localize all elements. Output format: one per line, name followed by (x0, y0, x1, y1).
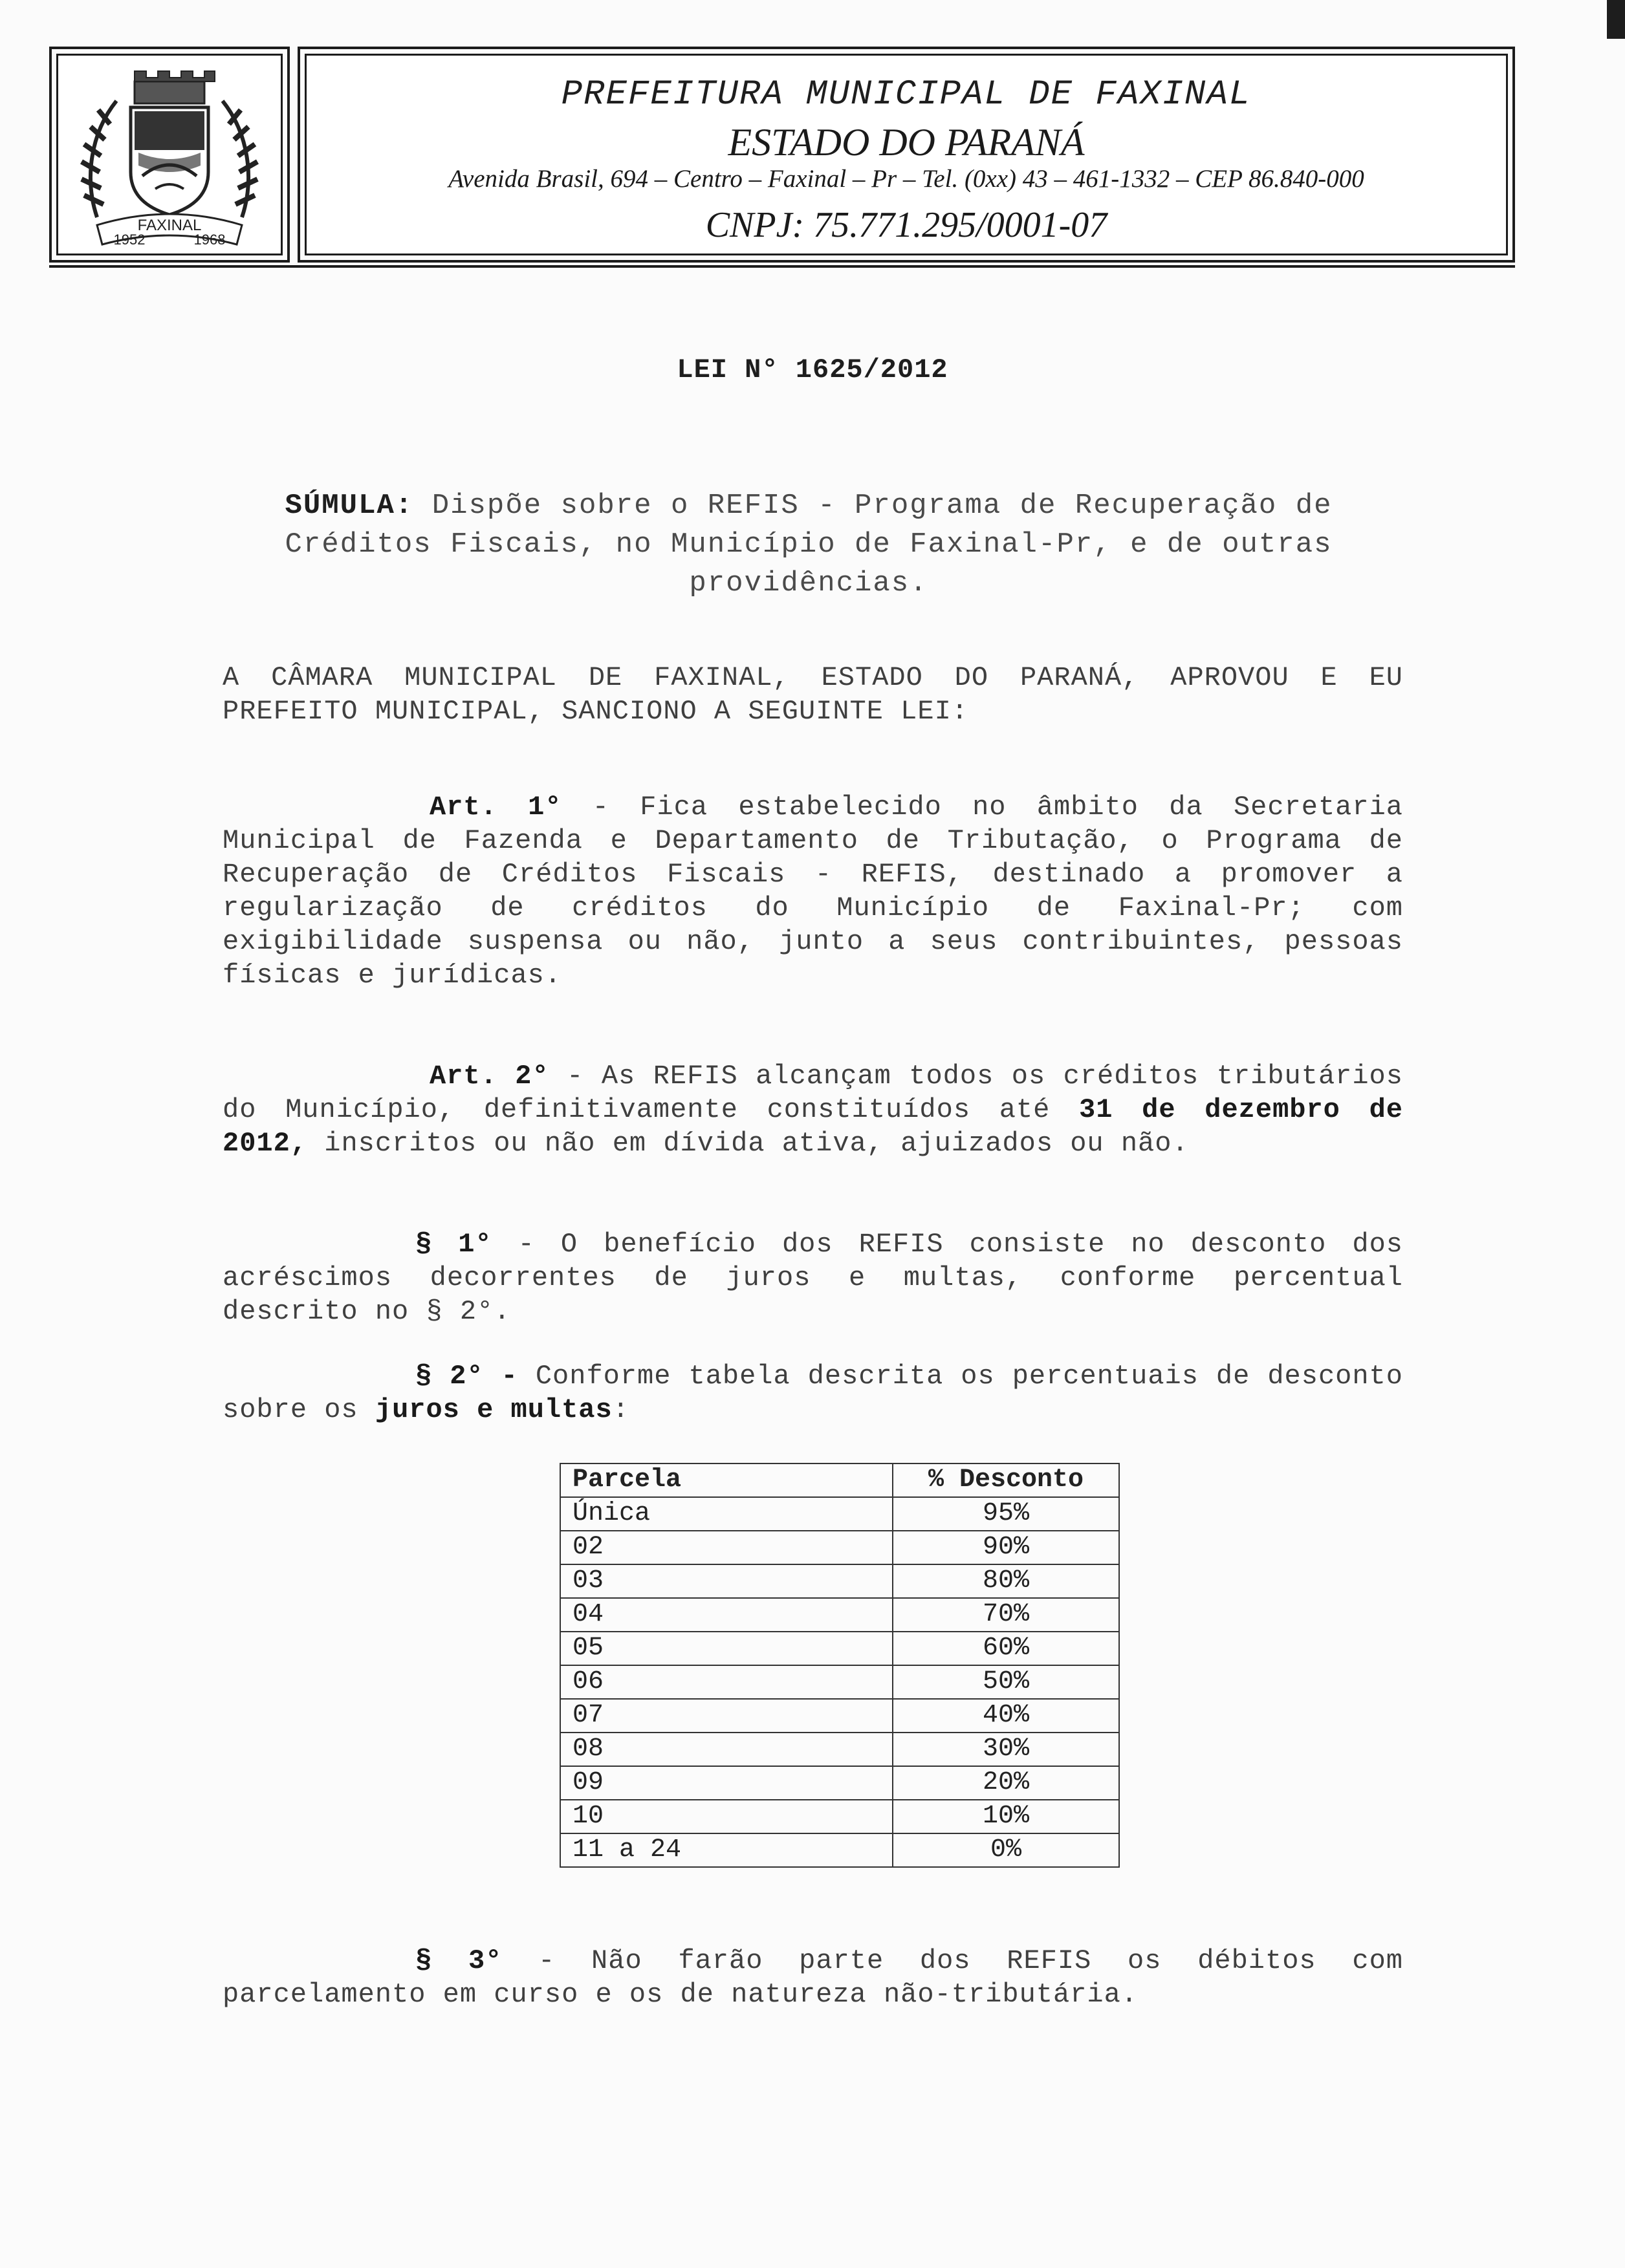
table-row (560, 1497, 1119, 1531)
cell-desconto: 80% (893, 1564, 1119, 1598)
table-row (560, 1733, 1119, 1766)
paragraph-2-bold: juros e multas (375, 1394, 613, 1425)
article-2-text-b: inscritos ou não em dívida ativa, ajuizados ou não. (324, 1128, 1189, 1159)
table-row (560, 1665, 1119, 1699)
table-row (560, 1833, 1119, 1867)
cell-parcela: 09 (560, 1766, 893, 1800)
paragraph-1 (223, 1227, 1403, 1328)
sumula (259, 486, 1358, 603)
sumula-label: SÚMULA: (285, 490, 414, 522)
paragraph-1-label: § 1° (415, 1229, 492, 1260)
cnpj-line: CNPJ: 75.771.295/0001-07 (705, 205, 1107, 245)
cell-desconto: 10% (893, 1800, 1119, 1833)
sumula-text: Dispõe sobre o REFIS - Programa de Recuperação de Créditos Fiscais, no Município de Faxinal-Pr, e de outras providências. (285, 490, 1333, 599)
letterhead-title-frame (298, 47, 1515, 263)
cell-desconto: 30% (893, 1733, 1119, 1766)
article-2-text-a: - As REFIS alcançam todos os créditos tributários do Município, definitivamente constituídos até (223, 1061, 1403, 1125)
column-header-desconto: % Desconto (893, 1463, 1119, 1497)
article-1-text: - Fica estabelecido no âmbito da Secretaria Municipal de Fazenda e Departamento de Tributação, o Programa de Recuperação de Créditos Fiscais - REFIS, destinado a promover a regularização de créditos do Município de Faxinal-Pr; com exigibilidade suspensa ou não, junto a seus contribuintes, pessoas físicas e jurídicas. (223, 792, 1403, 991)
address-line: Avenida Brasil, 694 – Centro – Faxinal – Pr – Tel. (0xx) 43 – 461-1332 – CEP 86.840-000 (448, 165, 1364, 193)
state-name: ESTADO DO PARANÁ (728, 121, 1085, 164)
paragraph-1-text: - O benefício dos REFIS consiste no desconto dos acréscimos decorrentes de juros e multas, conforme percentual descrito no § 2°. (223, 1229, 1403, 1327)
cell-parcela: 10 (560, 1800, 893, 1833)
crest-icon (58, 56, 281, 254)
article-1 (223, 790, 1403, 992)
paragraph-3-label: § 3° (415, 1945, 503, 1976)
cell-parcela: 11 a 24 (560, 1833, 893, 1867)
cell-parcela: 05 (560, 1632, 893, 1665)
crest-city: FAXINAL (137, 217, 202, 234)
article-2 (223, 1059, 1403, 1160)
preamble: A CÂMARA MUNICIPAL DE FAXINAL, ESTADO DO PARANÁ, APROVOU E EU PREFEITO MUNICIPAL, SANCIONO A SEGUINTE LEI: (223, 662, 1403, 727)
table-row (560, 1766, 1119, 1800)
discount-table (560, 1463, 1120, 1868)
prefeitura-title: PREFEITURA MUNICIPAL DE FAXINAL (561, 75, 1252, 114)
article-1-label: Art. 1° (430, 792, 562, 823)
letterhead-text (305, 54, 1508, 255)
table-row (560, 1564, 1119, 1598)
cell-desconto: 0% (893, 1833, 1119, 1867)
table-header-row (560, 1463, 1119, 1497)
paragraph-2 (223, 1359, 1403, 1427)
header-rule (49, 265, 1515, 268)
paragraph-2-dash: - (501, 1361, 518, 1392)
cell-parcela: 02 (560, 1531, 893, 1564)
paragraph-3 (223, 1944, 1403, 2011)
cell-desconto: 70% (893, 1598, 1119, 1632)
paragraph-2-end: : (612, 1394, 629, 1425)
scan-edge (1607, 0, 1625, 39)
paragraph-2-text: Conforme tabela descrita os percentuais de desconto sobre os (223, 1361, 1403, 1425)
table-row (560, 1699, 1119, 1733)
table-row (560, 1632, 1119, 1665)
cell-desconto: 95% (893, 1497, 1119, 1531)
cell-parcela: Única (560, 1497, 893, 1531)
table-row (560, 1800, 1119, 1833)
law-title: LEI N° 1625/2012 (677, 354, 948, 385)
crest-year-right: 1968 (193, 232, 226, 248)
cell-desconto: 50% (893, 1665, 1119, 1699)
cell-parcela: 08 (560, 1733, 893, 1766)
cell-parcela: 07 (560, 1699, 893, 1733)
cell-parcela: 04 (560, 1598, 893, 1632)
paragraph-3-text: - Não farão parte dos REFIS os débitos com parcelamento em curso e os de natureza não-tributária. (223, 1945, 1403, 2010)
cell-desconto: 40% (893, 1699, 1119, 1733)
municipal-crest (56, 54, 283, 255)
article-2-date: 31 de dezembro de 2012, (223, 1094, 1403, 1159)
table-row (560, 1598, 1119, 1632)
crest-frame (49, 47, 290, 263)
cell-desconto: 20% (893, 1766, 1119, 1800)
cell-desconto: 90% (893, 1531, 1119, 1564)
cell-parcela: 06 (560, 1665, 893, 1699)
letterhead (49, 47, 1515, 265)
cell-parcela: 03 (560, 1564, 893, 1598)
column-header-parcela: Parcela (560, 1463, 893, 1497)
crest-year-left: 1952 (113, 232, 146, 248)
paragraph-2-label: § 2° (415, 1361, 484, 1392)
table-row (560, 1531, 1119, 1564)
cell-desconto: 60% (893, 1632, 1119, 1665)
article-2-label: Art. 2° (430, 1061, 549, 1092)
